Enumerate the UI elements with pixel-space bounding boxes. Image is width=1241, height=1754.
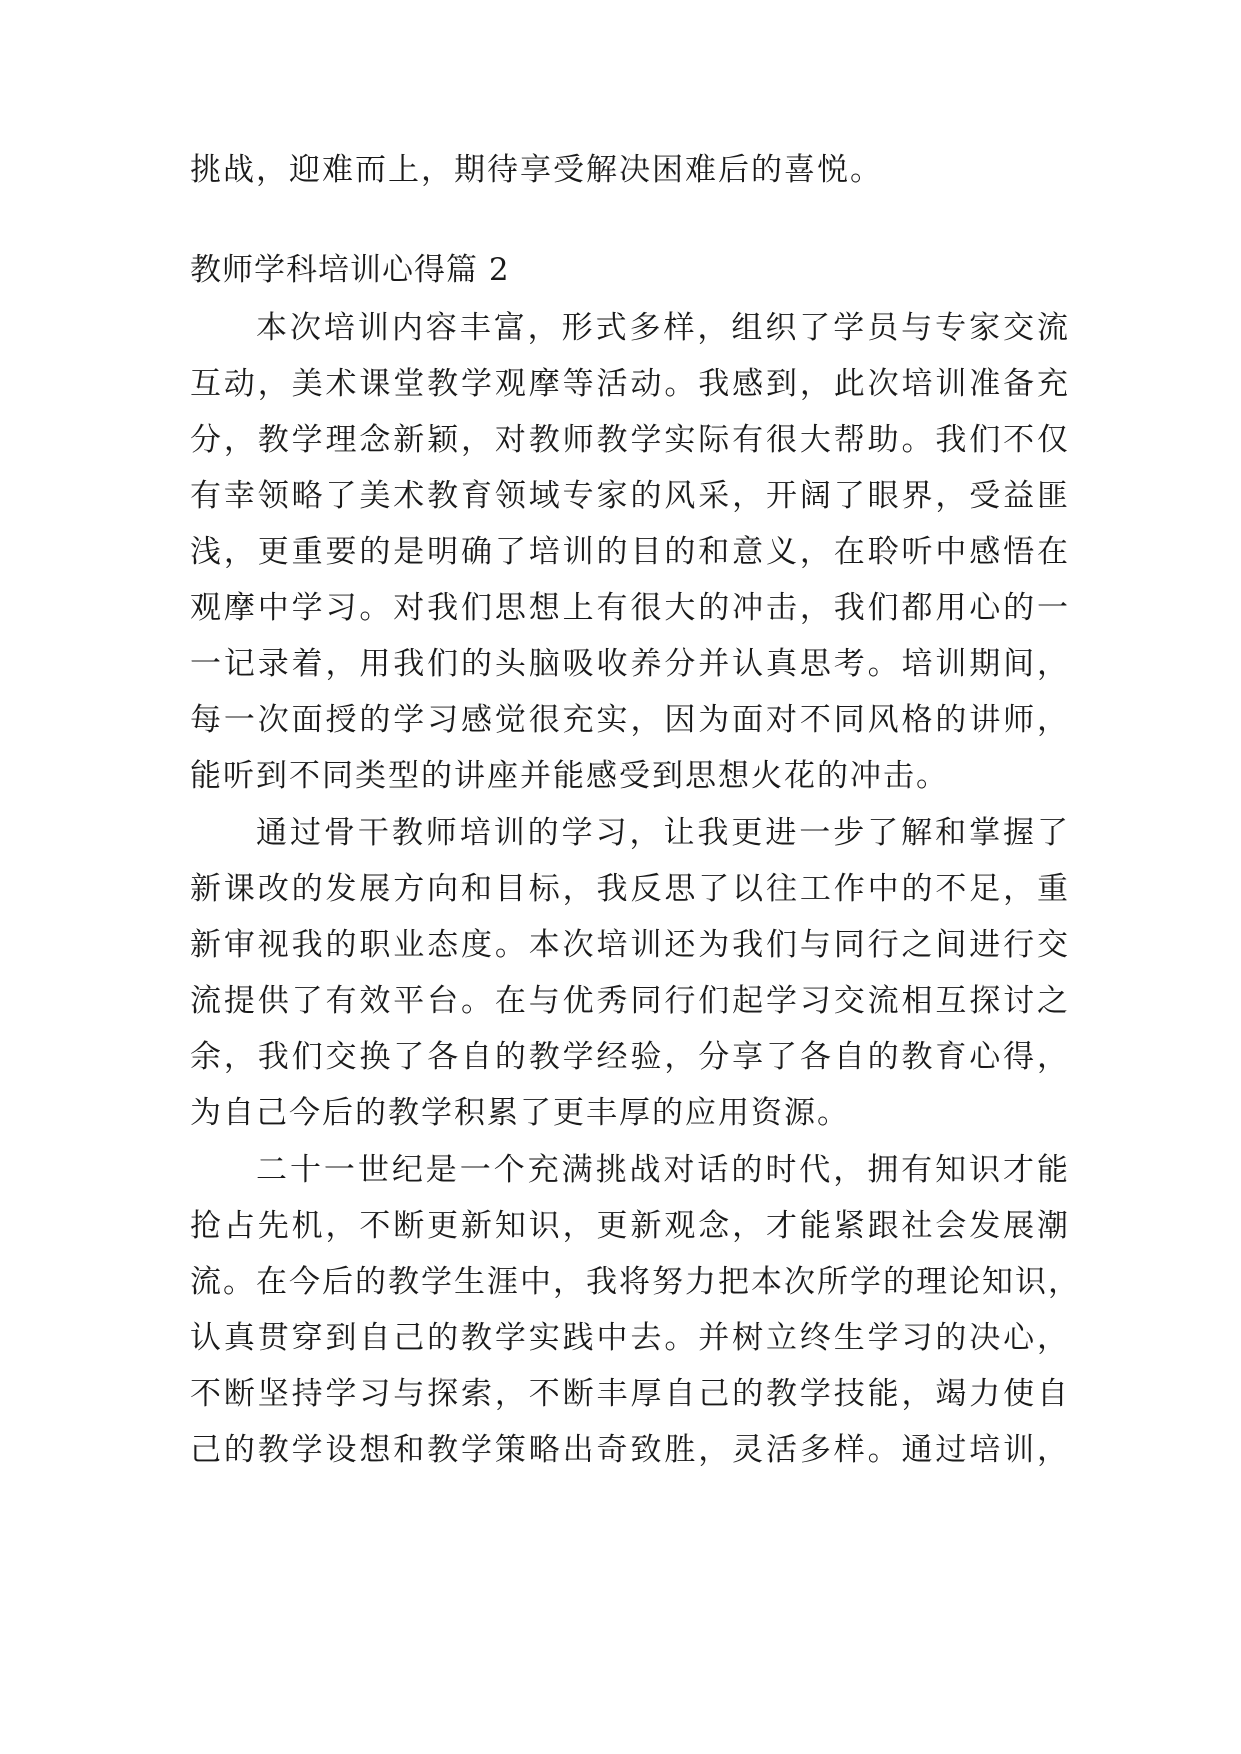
paragraph-line: 有幸领略了美术教育领域专家的风采，开阔了眼界，受益匪	[190, 478, 1070, 514]
paragraph-line: 分，教学理念新颖，对教师教学实际有很大帮助。我们不仅	[190, 422, 1070, 458]
paragraph-line: 每一次面授的学习感觉很充实，因为面对不同风格的讲师，	[190, 702, 1070, 738]
paragraph-line: 流提供了有效平台。在与优秀同行们起学习交流相互探讨之	[190, 983, 1070, 1019]
paragraph-line: 浅，更重要的是明确了培训的目的和意义，在聆听中感悟在	[190, 534, 1070, 570]
paragraph-line: 一记录着，用我们的头脑吸收养分并认真思考。培训期间，	[190, 646, 1070, 682]
paragraph-line: 抢占先机，不断更新知识，更新观念，才能紧跟社会发展潮	[190, 1208, 1070, 1244]
paragraph-line: 流。在今后的教学生涯中，我将努力把本次所学的理论知识，	[190, 1264, 1081, 1300]
section-heading: 教师学科培训心得篇 2	[190, 252, 510, 288]
paragraph-line: 余，我们交换了各自的教学经验，分享了各自的教育心得，	[190, 1039, 1070, 1075]
paragraph-line: 通过骨干教师培训的学习，让我更进一步了解和掌握了	[256, 815, 1070, 851]
paragraph-line: 观摩中学习。对我们思想上有很大的冲击，我们都用心的一	[190, 590, 1070, 626]
paragraph-line: 新课改的发展方向和目标，我反思了以往工作中的不足，重	[190, 871, 1070, 907]
paragraph-line: 二十一世纪是一个充满挑战对话的时代，拥有知识才能	[256, 1152, 1070, 1188]
paragraph-line: 互动，美术课堂教学观摩等活动。我感到，此次培训准备充	[190, 366, 1070, 402]
paragraph-line: 新审视我的职业态度。本次培训还为我们与同行之间进行交	[190, 927, 1070, 963]
paragraph-line: 己的教学设想和教学策略出奇致胜，灵活多样。通过培训，	[190, 1432, 1070, 1468]
paragraph-line: 本次培训内容丰富，形式多样，组织了学员与专家交流	[256, 310, 1070, 346]
paragraph-line: 为自己今后的教学积累了更丰厚的应用资源。	[190, 1095, 850, 1131]
paragraph-line: 认真贯穿到自己的教学实践中去。并树立终生学习的决心，	[190, 1320, 1070, 1356]
carryover-line: 挑战，迎难而上，期待享受解决困难后的喜悦。	[190, 152, 883, 188]
paragraph-line: 不断坚持学习与探索，不断丰厚自己的教学技能，竭力使自	[190, 1376, 1070, 1412]
paragraph-line: 能听到不同类型的讲座并能感受到思想火花的冲击。	[190, 758, 949, 794]
